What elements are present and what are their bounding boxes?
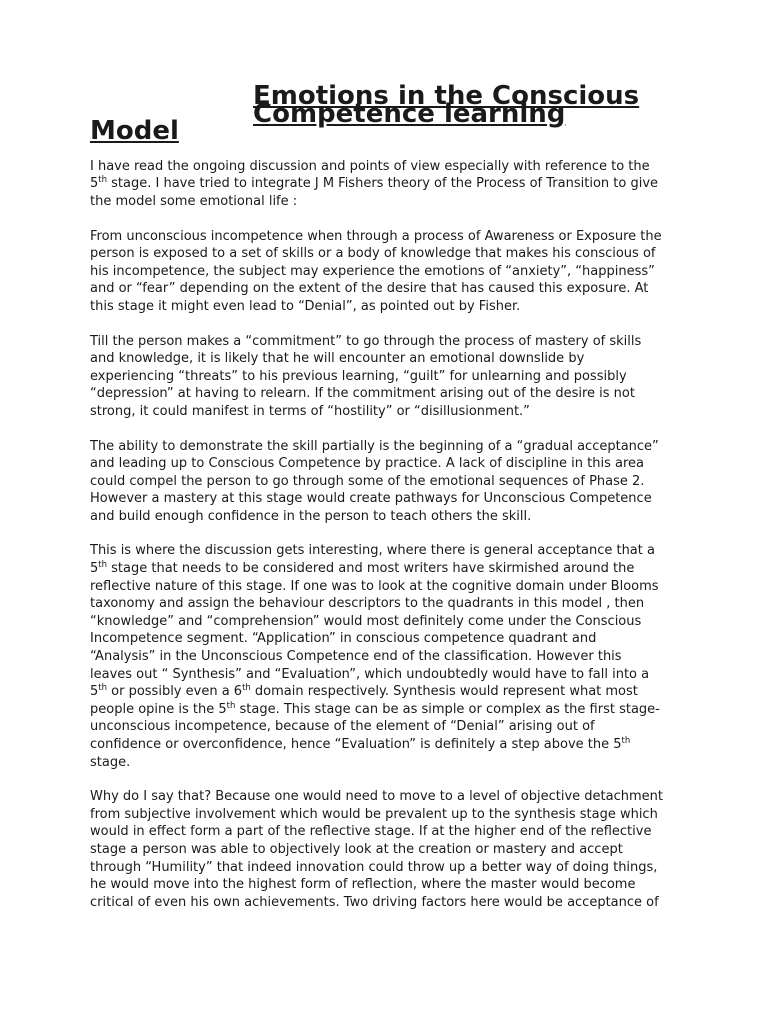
document-title xyxy=(90,81,690,147)
paragraph xyxy=(90,333,690,421)
text-run: through “Humility” that indeed innovation could throw up a better way of doing things, xyxy=(90,859,658,875)
text-line xyxy=(90,754,690,772)
text-line xyxy=(90,350,690,368)
text-run: taxonomy and assign the behaviour descriptors to the quadrants in this model , then xyxy=(90,596,645,612)
text-line xyxy=(90,560,690,578)
ordinal-superscript: th xyxy=(98,175,108,186)
text-line xyxy=(90,578,690,596)
text-run: 5 xyxy=(90,561,99,577)
text-line xyxy=(90,613,690,631)
paragraph xyxy=(90,542,690,771)
text-line xyxy=(90,438,690,456)
text-line xyxy=(90,403,690,421)
text-run: Till the person makes a “commitment” to go through the process of mastery of skills xyxy=(90,333,642,349)
text-run: Why do I say that? Because one would need to move to a level of objective detachment xyxy=(90,789,663,805)
text-run: and knowledge, it is likely that he will encounter an emotional downslide by xyxy=(90,351,585,367)
text-line xyxy=(90,595,690,613)
text-run: strong, it could manifest in terms of “hostility” or “disillusionment.” xyxy=(90,403,530,419)
text-run: would in effect form a part of the reflective stage. If at the higher end of the reflective xyxy=(90,824,652,840)
text-line xyxy=(90,193,690,211)
text-run: or possibly even a 6 xyxy=(107,684,243,700)
text-line xyxy=(90,473,690,491)
text-line xyxy=(90,280,690,298)
text-line xyxy=(90,648,690,666)
ordinal-superscript: th xyxy=(226,700,236,711)
text-run: this stage it might even lead to “Denial”, as pointed out by Fisher. xyxy=(90,298,521,314)
text-line xyxy=(90,683,690,701)
text-run: critical of even his own achievements. Two driving factors here would be acceptance of xyxy=(90,894,659,910)
paragraph xyxy=(90,788,690,911)
text-run: domain respectively. Synthesis would represent what most xyxy=(250,684,638,700)
text-line xyxy=(90,806,690,824)
text-line xyxy=(90,666,690,684)
text-line xyxy=(90,630,690,648)
text-run: and build enough confidence in the person to teach others the skill. xyxy=(90,508,532,524)
text-run: 5 xyxy=(90,684,99,700)
text-run: “knowledge” and “comprehension” would most definitely come under the Conscious xyxy=(90,613,642,629)
text-run: leaves out “ Synthesis” and “Evaluation”, which undoubtedly would have to fall into a xyxy=(90,666,650,682)
text-run: unconscious incompetence, because of the element of “Denial” arising out of xyxy=(90,719,595,735)
text-run: stage a person was able to objectively look at the creation or mastery and accept xyxy=(90,841,623,857)
text-line xyxy=(90,175,690,193)
text-line xyxy=(90,385,690,403)
text-run: stage that needs to be considered and most writers have skirmished around the xyxy=(107,561,635,577)
text-run: From unconscious incompetence when through a process of Awareness or Exposure the xyxy=(90,228,662,244)
text-run: he would move into the highest form of reflection, where the master would become xyxy=(90,877,636,893)
text-line xyxy=(90,263,690,281)
text-line xyxy=(90,508,690,526)
text-run: and leading up to Conscious Competence by practice. A lack of discipline in this area xyxy=(90,456,644,472)
text-run: reflective nature of this stage. If one was to look at the cognitive domain under Blooms xyxy=(90,578,659,594)
text-line xyxy=(90,841,690,859)
ordinal-superscript: th xyxy=(98,560,108,571)
text-run: This is where the discussion gets interesting, where there is general acceptance that a xyxy=(90,543,655,559)
text-run: from subjective involvement which would be prevalent up to the synthesis stage which xyxy=(90,806,658,822)
paragraph xyxy=(90,228,690,316)
text-line xyxy=(90,542,690,560)
text-line xyxy=(90,788,690,806)
ordinal-superscript: th xyxy=(621,736,631,746)
paragraph xyxy=(90,158,690,211)
text-run: could compel the person to go through some of the emotional sequences of Phase 2. xyxy=(90,473,645,489)
text-line xyxy=(90,859,690,877)
text-run: confidence or overconfidence, hence “Evaluation” is definitely a step above the 5 xyxy=(90,737,622,752)
text-run: “Analysis” in the Unconscious Competence end of the classification. However this xyxy=(90,649,622,665)
text-line xyxy=(90,701,690,719)
text-run: stage. I have tried to integrate J M Fishers theory of the Process of Transition to give xyxy=(107,176,659,192)
text-run: I have read the ongoing discussion and points of view especially with reference to the xyxy=(90,158,650,174)
text-run: and or “fear” depending on the extent of the desire that has caused this exposure. At xyxy=(90,281,649,297)
text-line xyxy=(90,245,690,263)
text-line xyxy=(90,823,690,841)
text-line xyxy=(90,736,690,754)
text-line xyxy=(90,876,690,894)
document-body xyxy=(90,158,690,912)
text-line xyxy=(90,718,690,736)
text-run: However a mastery at this stage would create pathways for Unconscious Competence xyxy=(90,491,652,507)
text-line xyxy=(90,455,690,473)
text-run: stage. xyxy=(90,754,131,770)
ordinal-superscript: th xyxy=(98,683,108,694)
text-run: person is exposed to a set of skills or a body of knowledge that makes his conscious of xyxy=(90,246,656,262)
text-run: experiencing “threats” to his previous learning, “guilt” for unlearning and possibly xyxy=(90,368,627,384)
text-line xyxy=(90,894,690,912)
text-run: his incompetence, the subject may experience the emotions of “anxiety”, “happiness” xyxy=(90,263,655,279)
text-run: 5 xyxy=(90,176,99,192)
text-line xyxy=(90,298,690,316)
document-page xyxy=(90,81,690,911)
ordinal-superscript: th xyxy=(242,683,251,694)
text-line xyxy=(90,228,690,246)
text-line xyxy=(90,490,690,508)
text-run: Incompetence segment. “Application” in conscious competence quadrant and xyxy=(90,631,597,647)
text-run: The ability to demonstrate the skill partially is the beginning of a “gradual acceptance” xyxy=(90,438,659,454)
text-run: people opine is the 5 xyxy=(90,701,227,717)
text-line xyxy=(90,158,690,176)
text-run: “depression” at having to relearn. If the commitment arising out of the desire is not xyxy=(90,386,635,402)
text-run: stage. This stage can be as simple or complex as the first stage- xyxy=(235,701,660,717)
text-line xyxy=(90,333,690,351)
title-line-1: Emotions in the Conscious Competence learning xyxy=(253,81,640,129)
paragraph xyxy=(90,438,690,526)
text-run: the model some emotional life : xyxy=(90,193,298,209)
title-line-2: Model xyxy=(90,116,179,147)
text-line xyxy=(90,368,690,386)
